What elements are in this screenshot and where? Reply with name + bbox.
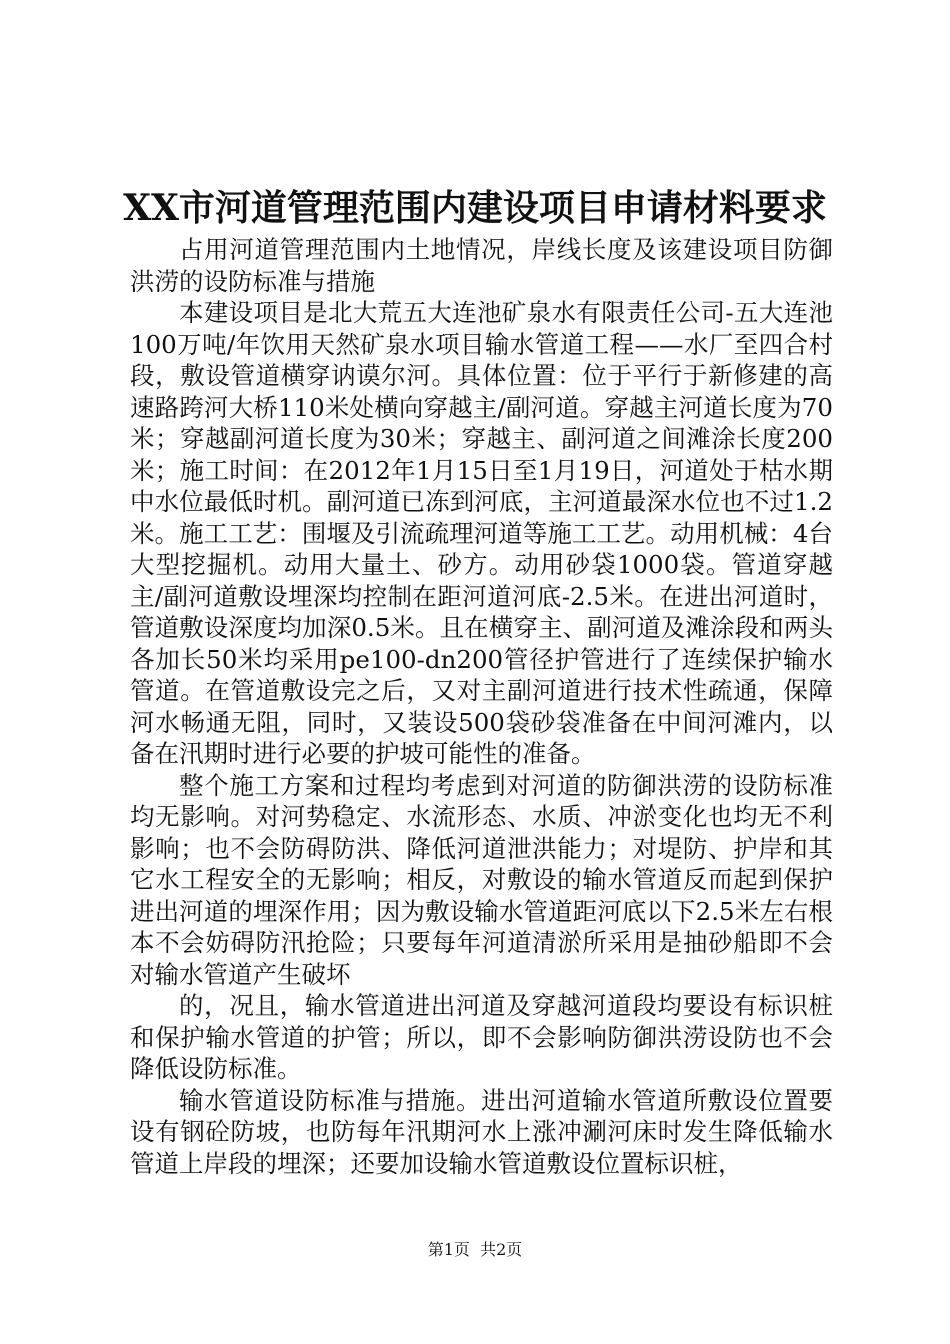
paragraph-1: 占用河道管理范围内土地情况，岸线长度及该建设项目防御洪涝的设防标准与措施 [130, 235, 833, 296]
paragraph-2: 本建设项目是北大荒五大连池矿泉水有限责任公司-五大连池100万吨/年饮用天然矿泉水项目输水管道工程——水厂至四合村段，敷设管道横穿讷谟尔河。具体位置：位于平行于新修建的高速路跨河大桥110米处横向穿越主/副河道。穿越主河道长度为70米；穿越副河道长度为30米；穿越主、副河道之间滩涂长度200米；施工时间：在2012年1月15日至1月19日，河道处于枯水期中水位最低时机。副河道已冻到河底，主河道最深水位也不过1.2米。施工工艺：围堰及引流疏理河道等施工工艺。动用机械：4台大型挖掘机。动用大量土、砂方。动用砂袋1000袋。管道穿越主/副河道敷设埋深均控制在距河道河底-2.5米。在进出河道时，管道敷设深度均加深0.5米。且在横穿主、副河道及滩涂段和两头各加长50米均采用pe100-dn200管径护管进行了连续保护输水管道。在管道敷设完之后，又对主副河道进行技术性疏通，保障河水畅通无阻，同时，又装设500袋砂袋准备在中间河滩内，以备在汛期时进行必要的护坡可能性的准备。 [130, 298, 833, 768]
document-body [130, 234, 833, 1179]
document-title: XX市河道管理范围内建设项目申请材料要求 [123, 187, 827, 229]
paragraph-4: 的，况且，输水管道进出河道及穿越河道段均要设有标识桩和保护输水管道的护管；所以，即不会影响防御洪涝设防也不会降低设防标准。 [130, 991, 833, 1083]
paragraph-5: 输水管道设防标准与措施。进出河道输水管道所敷设位置要设有钢砼防坡，也防每年汛期河水上涨冲涮河床时发生降低输水管道上岸段的埋深；还要加设输水管道敷设位置标识桩， [130, 1085, 833, 1178]
page-total: 共2页 [480, 1240, 523, 1259]
page-footer [0, 1240, 950, 1260]
page-number: 第1页 [427, 1240, 470, 1259]
paragraph-3: 整个施工方案和过程均考虑到对河道的防御洪涝的设防标准均无影响。对河势稳定、水流形态、水质、冲淤变化也均无不利影响；也不会防碍防洪、降低河道泄洪能力；对堤防、护岸和其它水工程安全的无影响；相反，对敷设的输水管道反而起到保护进出河道的埋深作用；因为敷设输水管道距河底以下2.5米左右根本不会妨碍防汛抢险；只要每年河道清淤所采用是抽砂船即不会对输水管道产生破坏 [130, 770, 833, 989]
